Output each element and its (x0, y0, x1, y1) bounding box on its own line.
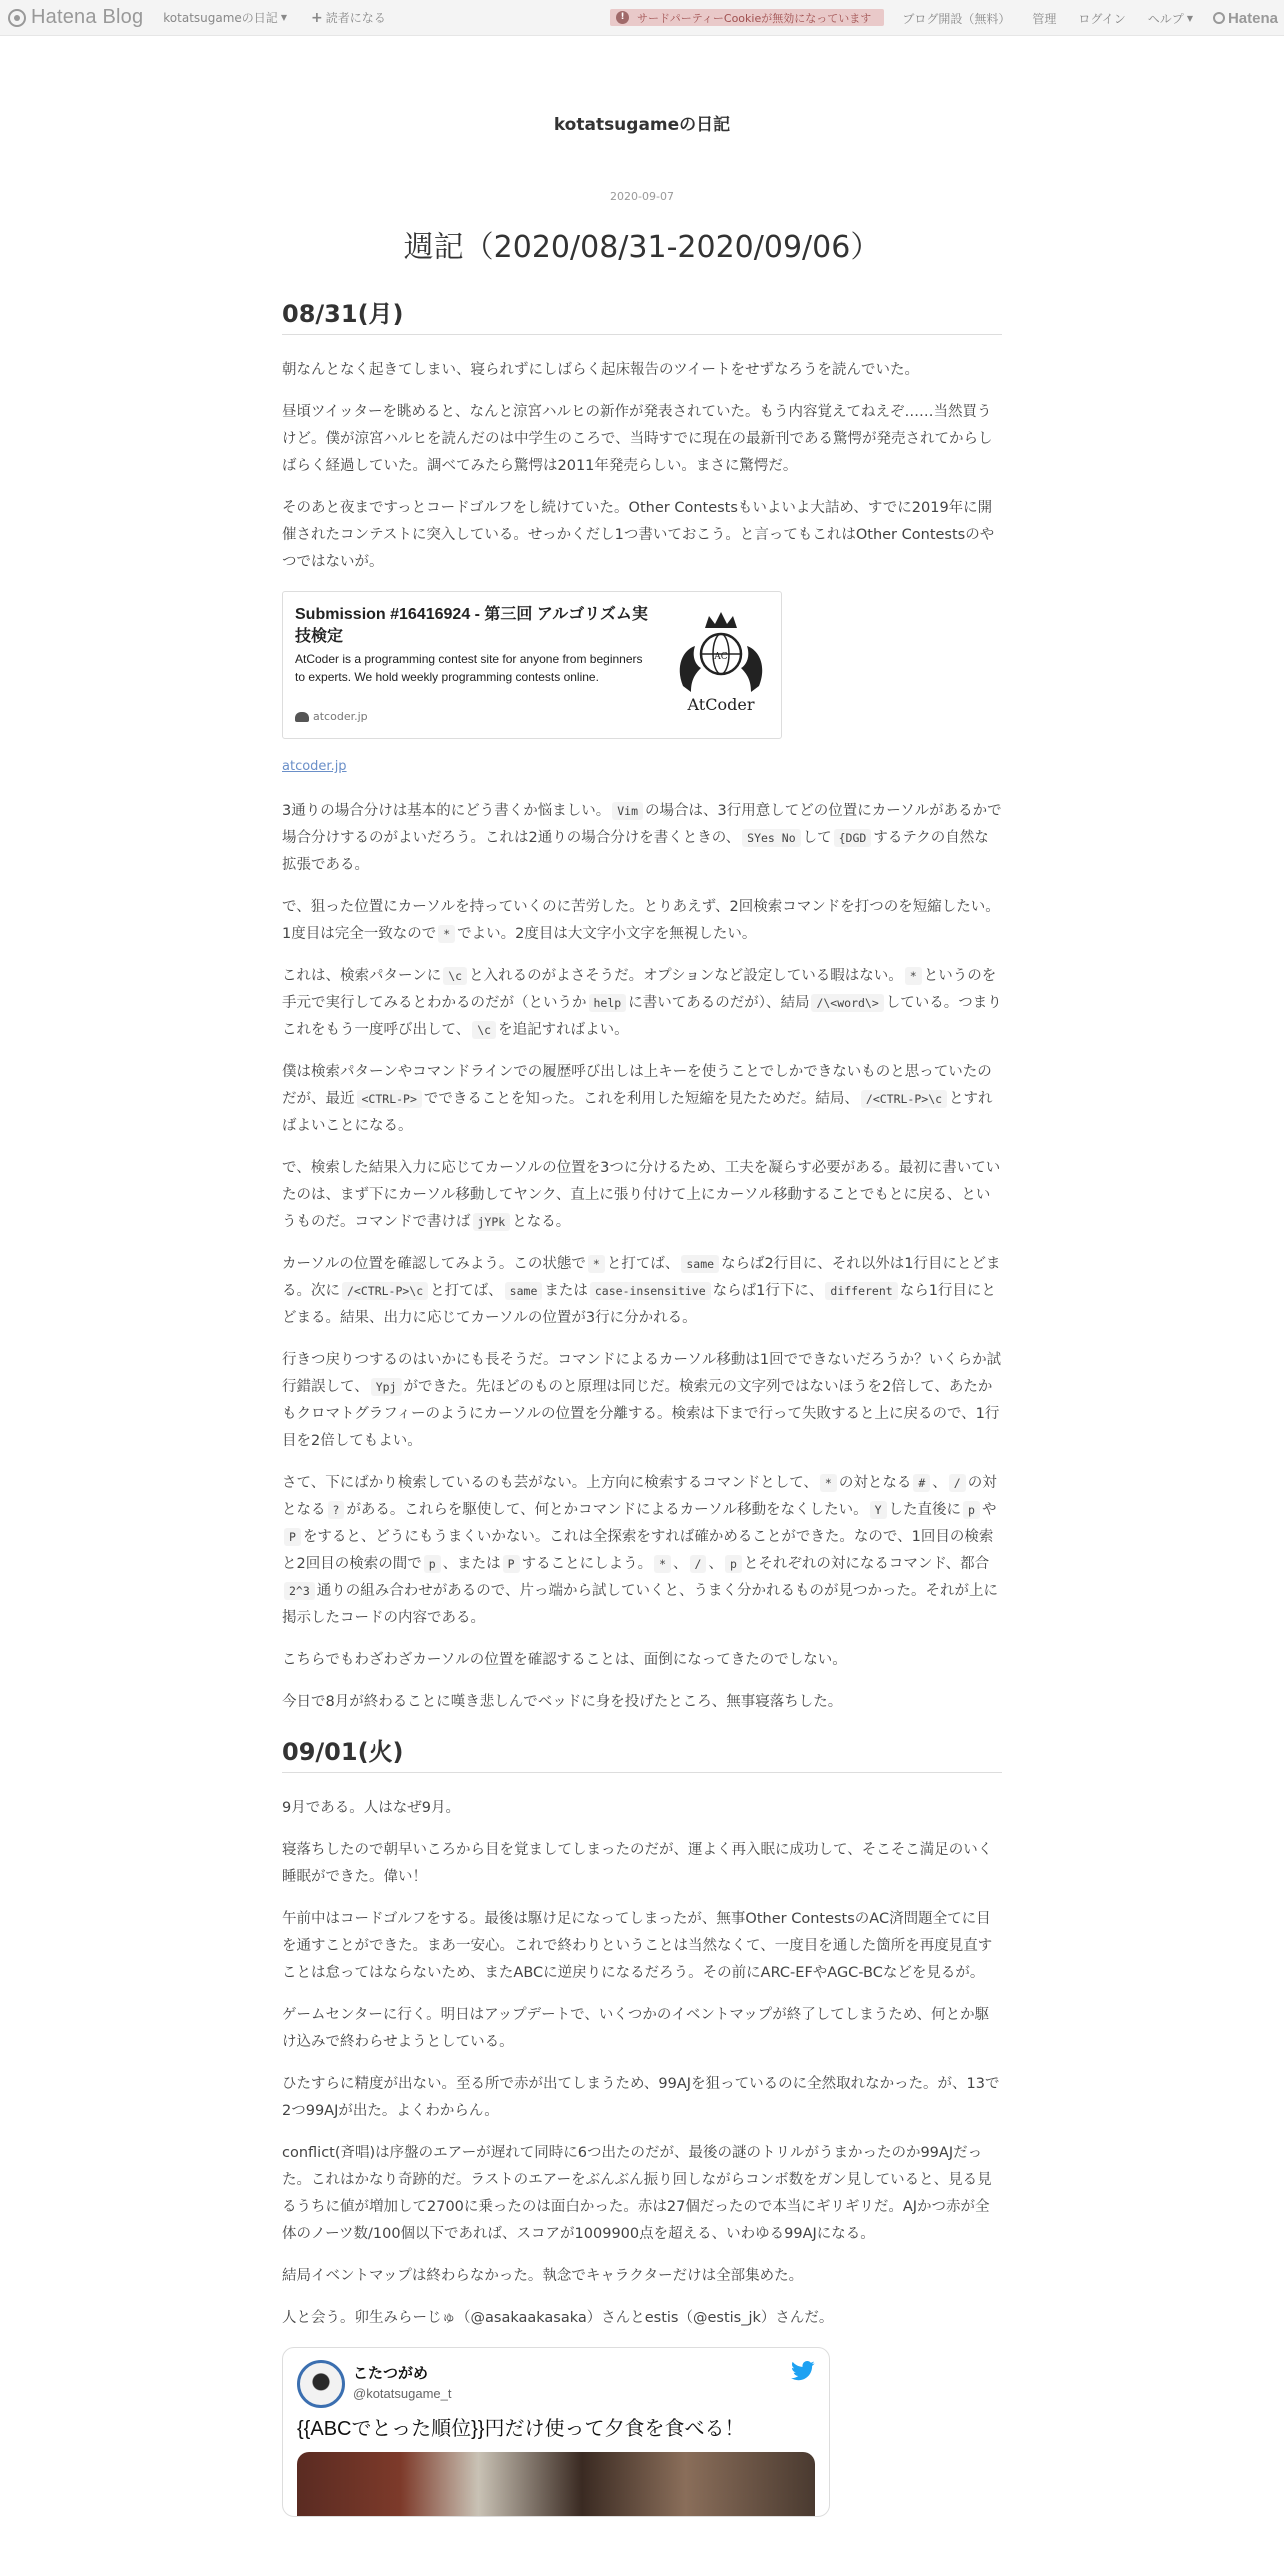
paragraph (282, 1155, 1002, 1236)
inline-code: different (825, 1282, 897, 1300)
text-run: がある。これらを駆使して、何とかコマンドによるカーソル移動をなくしたい。 (346, 1502, 868, 1518)
info-icon: ! (616, 11, 629, 24)
section-heading-0901: 09/01(火) (282, 1736, 1002, 1773)
text-run: でできることを知った。これを利用した短縮を見たためだ。結局、 (423, 1091, 859, 1107)
tweet-text: {{ABCでとった順位}}円だけ使って夕食を食べる！ (297, 2418, 745, 2440)
text-run: や (981, 1502, 997, 1518)
text-run: でよい。2度目は大文字小文字を無視したい。 (457, 926, 757, 942)
text-run: を追記すればよい。 (498, 1022, 629, 1038)
entry-date[interactable]: 2020-09-07 (610, 190, 674, 203)
paragraph: ひたすらに精度が出ない。至る所で赤が出てしまうため、99AJを狙っているのに全然取れなかった。が、13で2つ99AJが出た。よくわからん。 (282, 2076, 1000, 2119)
paragraph (282, 1347, 1002, 1455)
paragraph (282, 1251, 1002, 1332)
atcoder-embed-card[interactable] (282, 591, 782, 739)
text-run: の場合は、3行用意してどの位置にカーソルがあるかで場合分けするのがよいだろう。これは2通りの場合分けを書くときの、 (282, 803, 1002, 846)
text-run: するテクの自然な拡張である。 (282, 830, 989, 873)
paragraph: 9月である。人はなぜ9月。 (282, 1800, 460, 1816)
help-menu[interactable] (1148, 10, 1193, 27)
text-run: 、 (673, 1556, 688, 1572)
help-label: ヘルプ (1147, 11, 1184, 26)
plus-icon: + (310, 9, 323, 26)
atcoder-badge-text: AC (714, 652, 728, 662)
paragraph (282, 963, 1002, 1044)
text-run: することにしよう。 (521, 1556, 653, 1572)
caret-down-icon: ▼ (280, 13, 287, 22)
text-run: さて、下にばかり検索しているのも芸がない。上方向に検索するコマンドとして、 (282, 1475, 818, 1491)
hatena-blog-logo[interactable] (8, 6, 143, 29)
inline-code: # (913, 1474, 930, 1492)
text-run: 行きつ戻りつするのはいかにも長そうだ。コマンドによるカーソル移動は1回でできないだろうか？いくらか試行錯誤して、 (282, 1352, 1002, 1395)
text-run: とそれぞれの対になるコマンド、都合 (743, 1556, 990, 1572)
inline-code: Vim (612, 802, 643, 820)
inline-code: help (589, 994, 627, 1012)
paragraph: 人と会う。卯生みらーじゅ（@asakaakasaka）さんとestis（@estis_jk）さんだ。 (282, 2310, 834, 2326)
inline-code: P (284, 1528, 301, 1546)
text-run: カーソルの位置を確認してみよう。この状態で (282, 1256, 586, 1272)
inline-code: Ypj (371, 1378, 402, 1396)
text-run: の対となる (282, 1475, 997, 1518)
text-run: 僕は検索パターンやコマンドラインでの履歴呼び出しは上キーを使うことでしかできないものと思っていたのだが、最近 (282, 1064, 992, 1107)
hatena-logo-link[interactable] (1213, 10, 1278, 27)
section-heading-0831: 08/31(月) (282, 298, 1002, 335)
text-run: している。つまりこれをもう一度呼び出して、 (282, 995, 1002, 1038)
text-run: と入れるのがよさそうだ。オプションなど設定している暇はない。 (469, 968, 903, 984)
paragraph: 朝なんとなく起きてしまい、寝られずにしばらく起床報告のツイートをせずなろうを読んでいた。 (282, 362, 919, 378)
paragraph (282, 798, 1002, 879)
avatar[interactable] (297, 2360, 345, 2408)
inline-code: /<CTRL-P>\c (342, 1282, 428, 1300)
inline-code: * (905, 967, 922, 985)
text-run: で、狙った位置にカーソルを持っていくのに苦労した。とりあえず、2回検索コマンドを打つのを短縮したい。1度目は完全一致なので (282, 899, 1000, 942)
tweet-photo[interactable] (297, 2452, 815, 2517)
manage-link[interactable]: 管理 (1032, 11, 1057, 26)
embed-title[interactable]: Submission #16416924 - 第三回 アルゴリズム実技検定 (295, 606, 648, 645)
entry-title[interactable]: 週記（2020/08/31-2020/09/06） (403, 230, 881, 265)
embed-site-label: atcoder.jp (313, 710, 368, 723)
text-run: なら1行目にとどまる。結果、出力に応じてカーソルの位置が3行に分かれる。 (282, 1283, 996, 1326)
paragraph (282, 1059, 1002, 1140)
cookie-warning-text: サードパーティーCookieが無効になっています (637, 11, 872, 25)
inline-code: /\<word\> (811, 994, 883, 1012)
inline-code: * (820, 1474, 837, 1492)
hatena-label: Hatena (1227, 9, 1278, 27)
paragraph: 今日で8月が終わることに嘆き悲しんでベッドに身を投げたところ、無事寝落ちした。 (282, 1694, 843, 1710)
text-run: の対となる (838, 1475, 912, 1491)
inline-code: Y (870, 1501, 887, 1519)
inline-code: * (438, 925, 455, 943)
inline-code: 2^3 (284, 1582, 315, 1600)
entry-content (282, 298, 1002, 2517)
paragraph (282, 894, 1002, 948)
tweet-author-name[interactable]: こたつがめ (353, 2365, 429, 2382)
text-run: 、 (932, 1475, 947, 1491)
embed-description: AtCoder is a programming contest site for anyone from beginners to experts. We hold weekly programming contests online. (295, 652, 643, 684)
hatena-logo-icon (8, 9, 26, 27)
text-run: ならば2行目に、それ以外は1行目にとどまる。次に (282, 1256, 1001, 1299)
inline-code: p (725, 1555, 742, 1573)
inline-code: / (949, 1474, 966, 1492)
text-run: または (544, 1283, 588, 1299)
inline-code: \c (472, 1021, 496, 1039)
atcoder-logo-icon (669, 606, 773, 716)
text-run: ができた。先ほどのものと原理は同じだ。検索元の文字列ではないほうを2倍して、あたかもクロマトグラフィーのようにカーソルの位置を分離する。検索は下まで行って失敗すると上に戻るので、1行目を2倍してもよい。 (282, 1379, 1000, 1449)
text-run: となる。 (512, 1214, 571, 1230)
text-run: に書いてあるのだが）、結局 (628, 995, 810, 1011)
paragraph: 寝落ちしたので朝早いころから目を覚ましてしまったのだが、運よく再入眠に成功して、そこそこ満足のいく睡眠ができた。偉い！ (282, 1842, 993, 1885)
blog-menu-label: kotatsugameの日記 (163, 11, 278, 25)
twitter-bird-icon[interactable] (791, 2360, 815, 2382)
inline-code: \c (443, 967, 467, 985)
text-run: 3通りの場合分けは基本的にどう書くか悩ましい。 (282, 803, 611, 819)
inline-code: / (690, 1555, 707, 1573)
inline-code: p (963, 1501, 980, 1519)
embed-site (295, 710, 368, 724)
blog-title[interactable]: kotatsugameの日記 (553, 115, 731, 135)
paragraph: 結局イベントマップは終わらなかった。執念でキャラクターだけは全部集めた。 (282, 2268, 804, 2284)
text-run: した直後に (888, 1502, 962, 1518)
subscribe-label: 読者になる (325, 11, 386, 25)
inline-code: P (503, 1555, 520, 1573)
inline-code: same (681, 1255, 719, 1273)
inline-code: /<CTRL-P>\c (861, 1090, 947, 1108)
inline-code: p (424, 1555, 441, 1573)
inline-code: jYPk (473, 1213, 511, 1231)
inline-code: same (505, 1282, 543, 1300)
text-run: 、または (442, 1556, 501, 1572)
text-run: ならば1行下に、 (712, 1283, 824, 1299)
inline-code: ? (328, 1501, 345, 1519)
atcoder-favicon-icon (295, 712, 309, 722)
create-blog-link[interactable]: ブログ開設（無料） (902, 11, 1011, 26)
paragraph: 午前中はコードゴルフをする。最後は駆け足になってしまったが、無事Other ContestsのAC済問題全てに目を通すことができた。まあ一安心。これで終わりということは当然なくて、一度目を通した箇所を再度見直すことは怠ってはならないため、またABCに逆戻りになるだろう。その前にARC-EFやAGC-BCなどを見るが。 (282, 1911, 993, 1981)
text-run: これは、検索パターンに (282, 968, 442, 984)
text-run: 通りの組み合わせがあるので、片っ端から試していくと、うまく分かれるものが見つかった。それが上に掲示したコードの内容である。 (282, 1583, 998, 1626)
text-run: とすればよいことになる。 (282, 1091, 993, 1134)
inline-code: {DGD (834, 829, 872, 847)
atcoder-wordmark: AtCoder (687, 695, 755, 714)
inline-code: * (588, 1255, 605, 1273)
text-run: と打てば、 (430, 1283, 503, 1299)
subscribe-button[interactable] (311, 9, 386, 26)
text-run: 、 (708, 1556, 723, 1572)
caret-down-icon: ▼ (1186, 13, 1193, 23)
embedded-tweet[interactable] (282, 2347, 830, 2517)
paragraph: こちらでもわざわざカーソルの位置を確認することは、面倒になってきたのでしない。 (282, 1652, 847, 1668)
paragraph: そのあと夜まですっとコードゴルフをし続けていた。Other Contestsもいよいよ大詰め、すでに2019年に開催されたコンテストに突入している。せっかくだし1つ書いておこう。と言ってもこれはOther Contestsのやつではないが。 (282, 500, 995, 570)
text-run: というのを手元で実行してみるとわかるのだが（というか (282, 968, 997, 1011)
atcoder-link[interactable]: atcoder.jp (282, 759, 347, 774)
inline-code: SYes No (742, 829, 800, 847)
paragraph: 昼頃ツイッターを眺めると、なんと涼宮ハルヒの新作が発表されていた。もう内容覚えてねえぞ……当然買うけど。僕が涼宮ハルヒを読んだのは中学生のころで、当時すでに現在の最新刊である驚愕が発売されてからしばらく経過していた。調べてみたら驚愕は2011年発売らしい。まさに驚愕だ。 (282, 404, 993, 474)
brand-text: Hatena Blog (31, 6, 144, 28)
header-right-menu (880, 0, 1278, 36)
paragraph: conflict(斉唱)は序盤のエアーが遅れて同時に6つ出たのだが、最後の謎のトリルがうまかったのか99AJだった。これはかなり奇跡的だ。ラストのエアーをぶんぶん振り回しながらコンボ数をガン見していると、見る見るうちに値が増加して2700に乗ったのは面白かった。赤は27個だったので本当にギリギリだ。AJかつ赤が全体のノーツ数/100個以下であれば、スコアが1009900点を超える、いわゆる99AJになる。 (282, 2145, 992, 2242)
inline-code: <CTRL-P> (357, 1090, 422, 1108)
blog-menu-dropdown[interactable] (163, 9, 287, 26)
paragraph: ゲームセンターに行く。明日はアップデートで、いくつかのイベントマップが終了してしまうため、何とか駆け込みで終わらせようとしている。 (282, 2007, 990, 2050)
text-run: をすると、どうにもうまくいかない。これは全探索をすれば確かめることができた。なので、1回目の検索と2回目の検索の間で (282, 1529, 994, 1572)
hatena-global-header (0, 0, 1284, 36)
text-run: して (802, 830, 832, 846)
login-link[interactable]: ログイン (1078, 11, 1126, 26)
inline-code: * (654, 1555, 671, 1573)
cookie-warning-banner[interactable] (610, 9, 884, 26)
tweet-author-handle[interactable]: @kotatsugame_t (353, 2386, 452, 2401)
hatena-mark-icon (1213, 12, 1225, 24)
text-run: で、検索した結果入力に応じてカーソルの位置を3つに分けるため、工夫を凝らす必要がある。最初に書いていたのは、まず下にカーソル移動してヤンク、直上に張り付けて上にカーソル移動することでもとに戻る、というものだ。コマンドで書けば (282, 1160, 1001, 1230)
text-run: と打てば、 (606, 1256, 680, 1272)
paragraph (282, 1470, 1002, 1632)
inline-code: case-insensitive (590, 1282, 711, 1300)
